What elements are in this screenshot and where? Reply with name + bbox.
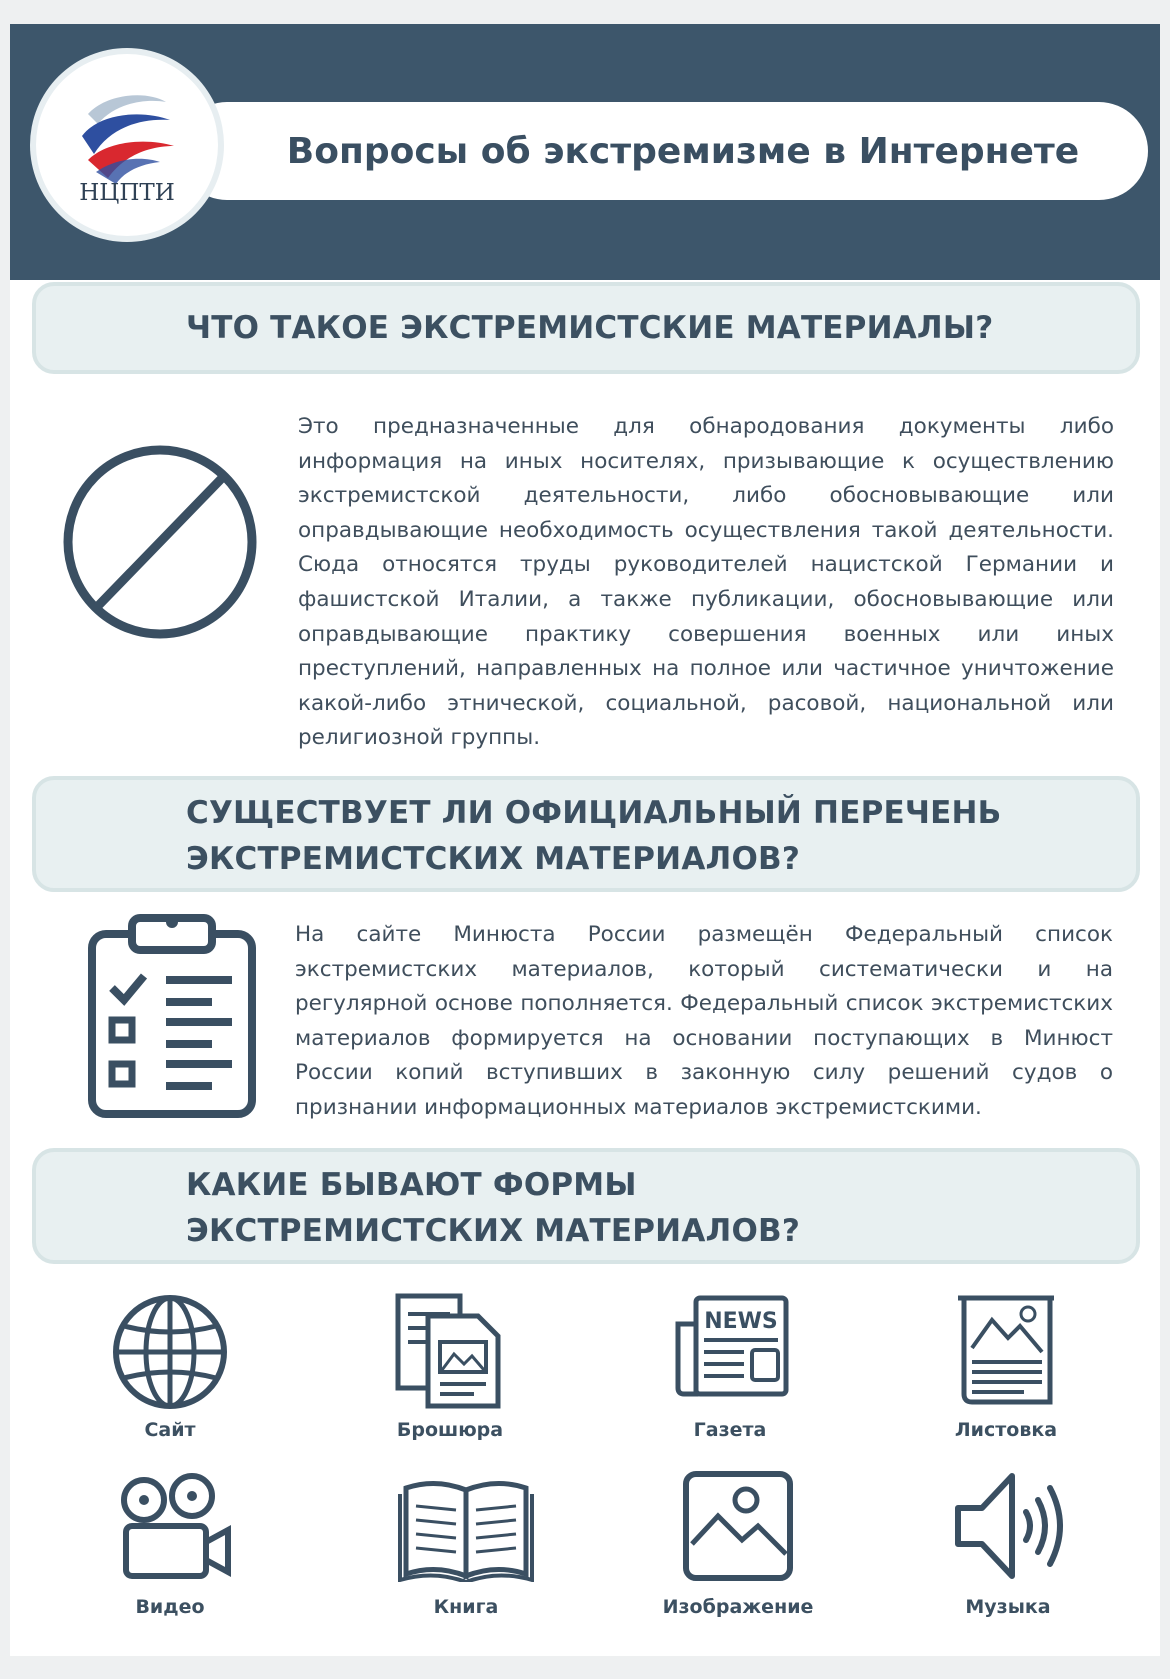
prohibition-icon bbox=[60, 442, 260, 642]
section-2-text: На сайте Минюста России размещён Федеральный список экстремистских материалов, который систематически и на регулярной основе пополняется. Федеральный список экстремистских материалов формируется на основании поступающих в Минюст России копий вступивших в законную силу решений судов о признании информационных материалов экстремистскими. bbox=[295, 922, 1113, 1120]
image-icon bbox=[680, 1468, 796, 1584]
header-banner bbox=[10, 24, 1160, 280]
form-label-image: Изображение bbox=[662, 1596, 814, 1618]
form-label-brochure: Брошюра bbox=[396, 1419, 504, 1441]
section-heading-1 bbox=[32, 282, 1140, 374]
leaflet-icon bbox=[954, 1292, 1058, 1408]
form-label-book: Книга bbox=[433, 1596, 499, 1618]
globe-icon bbox=[110, 1292, 230, 1412]
newspaper-icon bbox=[670, 1294, 792, 1404]
clipboard-checklist-icon bbox=[82, 912, 262, 1122]
logo bbox=[36, 54, 218, 236]
form-label-site: Сайт bbox=[144, 1419, 196, 1441]
speaker-icon bbox=[950, 1468, 1070, 1584]
form-label-video: Видео bbox=[135, 1596, 205, 1618]
page bbox=[10, 24, 1160, 1656]
logo-text: НЦПТИ bbox=[79, 180, 175, 206]
newspaper-icon-text: NEWS bbox=[704, 1309, 778, 1334]
section-2-title-line1: СУЩЕСТВУЕТ ЛИ ОФИЦИАЛЬНЫЙ ПЕРЕЧЕНЬ bbox=[186, 795, 1002, 831]
video-camera-icon bbox=[118, 1472, 234, 1582]
section-3-title-line2: ЭКСТРЕМИСТСКИХ МАТЕРИАЛОВ? bbox=[186, 1213, 801, 1249]
form-label-newspaper: Газета bbox=[693, 1419, 767, 1441]
form-label-music: Музыка bbox=[965, 1596, 1051, 1618]
section-2-title-line2: ЭКСТРЕМИСТСКИХ МАТЕРИАЛОВ? bbox=[186, 841, 801, 877]
book-icon bbox=[396, 1472, 536, 1582]
section-heading-2 bbox=[32, 776, 1140, 892]
form-label-leaflet: Листовка bbox=[954, 1419, 1058, 1441]
title-pill bbox=[178, 102, 1148, 200]
section-1-title: ЧТО ТАКОЕ ЭКСТРЕМИСТСКИЕ МАТЕРИАЛЫ? bbox=[186, 310, 994, 346]
section-heading-3 bbox=[32, 1148, 1140, 1264]
section-3-title-line1: КАКИЕ БЫВАЮТ ФОРМЫ bbox=[186, 1167, 637, 1203]
logo-swoosh-icon bbox=[36, 54, 218, 236]
page-title: Вопросы об экстремизме в Интернете bbox=[286, 130, 1080, 172]
brochure-icon bbox=[394, 1292, 504, 1412]
section-1-text: Это предназначенные для обнародования документы либо информация на иных носителях, призывающие к осуществлению экстремистской деятельности, либо обосновывающие или оправдывающие необходимость осуществления такой деятельности. Сюда относятся труды руководителей нацистской Германии и фашистской Италии, а также публикации, обосновывающие или оправдывающие практику совершения военных или иных преступлений, направленных на полное или частичное уничтожение какой-либо этнической, социальной, расовой, национальной или религиозной группы. bbox=[298, 414, 1114, 751]
